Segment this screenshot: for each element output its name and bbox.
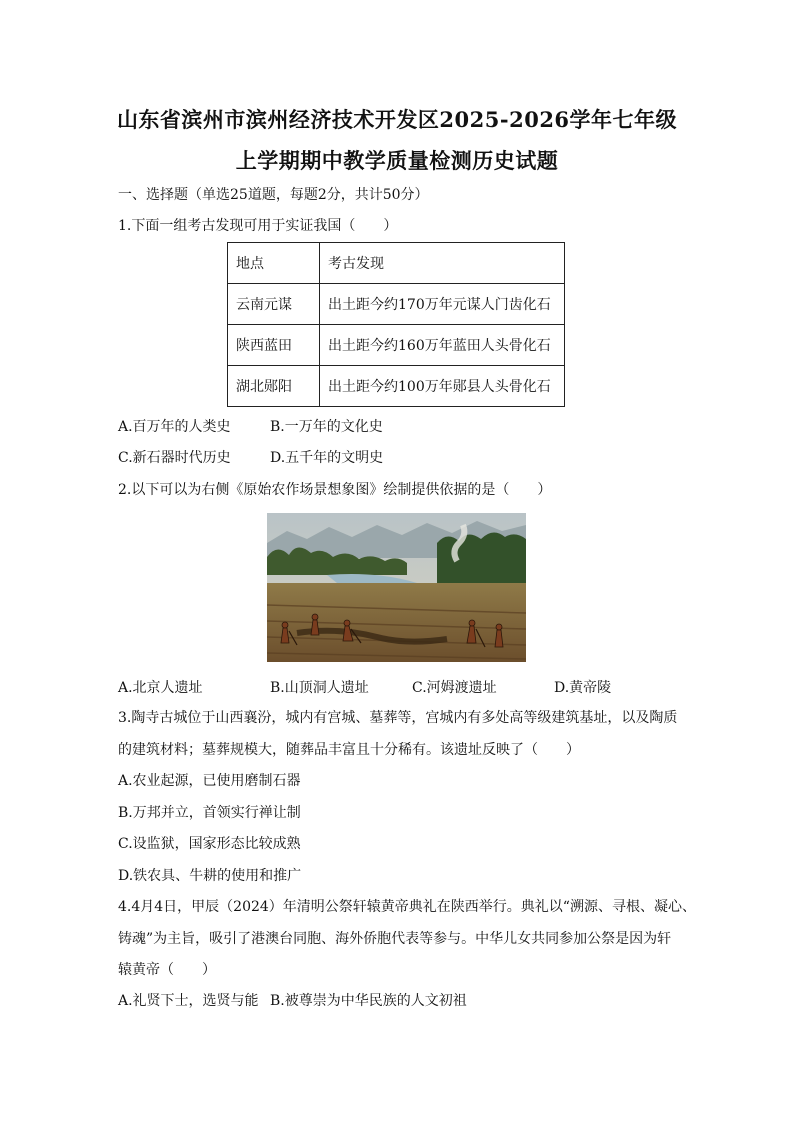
q2-option-d: D.黄帝陵 (554, 680, 612, 696)
table-header-cell: 地点 (228, 243, 320, 284)
table-header-row (228, 243, 565, 284)
table-cell: 出土距今约160万年蓝田人头骨化石 (320, 325, 565, 366)
table-header-cell: 考古发现 (320, 243, 565, 284)
table-row (228, 366, 565, 407)
table-cell: 出土距今约170万年元谋人门齿化石 (320, 284, 565, 325)
exam-title-line1: 山东省滨州市滨州经济技术开发区2025-2026学年七年级 (116, 107, 678, 132)
q2-option-a: A.北京人遗址 (118, 680, 203, 696)
q4-option-a: A.礼贤下士，选贤与能 (118, 993, 259, 1009)
q3-stem-line1: 3.陶寺古城位于山西襄汾，城内有宫城、墓葬等，宫城内有多处高等级建筑基址，以及陶质 (118, 710, 678, 726)
q1-stem: 1.下面一组考古发现可用于实证我国（ ） (118, 218, 398, 234)
table-row (228, 284, 565, 325)
section-heading: 一、选择题（单选25道题，每题2分，共计50分） (118, 187, 429, 203)
q4-stem-line1: 4.4月4日，甲辰（2024）年清明公祭轩辕黄帝典礼在陕西举行。典礼以“溯源、寻根、凝心、 (118, 899, 696, 915)
table-cell: 湖北郧阳 (228, 366, 320, 407)
table-cell: 陕西蓝田 (228, 325, 320, 366)
q3-option-a: A.农业起源，已使用磨制石器 (118, 773, 301, 789)
q4-option-b: B.被尊崇为中华民族的人文初祖 (270, 993, 467, 1009)
q3-stem-line2: 的建筑材料；墓葬规模大，随葬品丰富且十分稀有。该遗址反映了（ ） (118, 742, 580, 758)
q2-option-c: C.河姆渡遗址 (412, 680, 497, 696)
table-row (228, 325, 565, 366)
table-cell: 云南元谋 (228, 284, 320, 325)
q1-option-d: D.五千年的文明史 (270, 450, 384, 466)
q2-option-b: B.山顶洞人遗址 (270, 680, 369, 696)
q1-option-c: C.新石器时代历史 (118, 450, 231, 466)
q1-table (227, 242, 565, 407)
primitive-farming-illustration (267, 513, 526, 662)
q1-option-a: A.百万年的人类史 (118, 419, 231, 435)
q3-option-c: C.设监狱，国家形态比较成熟 (118, 836, 301, 852)
q2-stem: 2.以下可以为右侧《原始农作场景想象图》绘制提供依据的是（ ） (118, 482, 552, 498)
q3-option-b: B.万邦并立，首领实行禅让制 (118, 805, 301, 821)
q3-option-d: D.铁农具、牛耕的使用和推广 (118, 868, 302, 884)
q4-stem-line2: 铸魂”为主旨，吸引了港澳台同胞、海外侨胞代表等参与。中华儿女共同参加公祭是因为轩 (118, 931, 672, 947)
q1-option-b: B.一万年的文化史 (270, 419, 383, 435)
exam-title-line2: 上学期期中教学质量检测历史试题 (235, 148, 559, 173)
q4-stem-line3: 辕黄帝（ ） (118, 962, 216, 978)
table-cell: 出土距今约100万年郧县人头骨化石 (320, 366, 565, 407)
